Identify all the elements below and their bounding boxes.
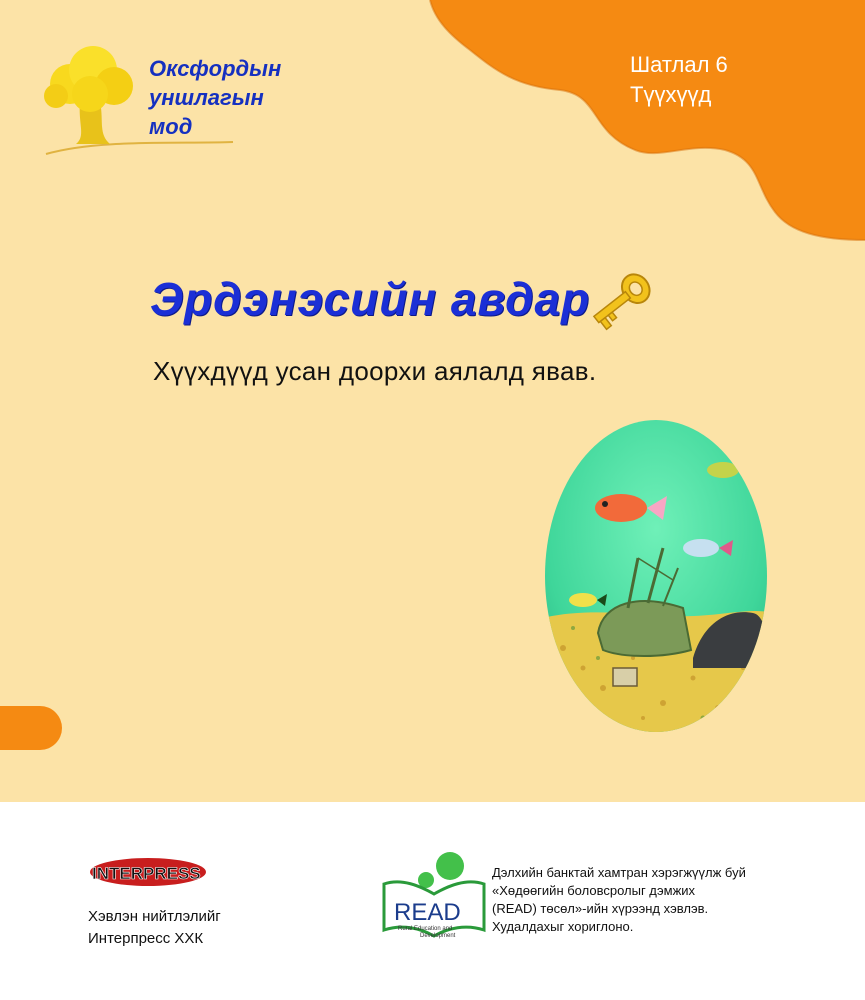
level-label: Шатлал 6 Түүхүүд [630,52,728,107]
publisher-text: Хэвлэн нийтлэлийг Интерпресс ХХК [88,908,221,947]
read-logo [380,848,488,940]
book-subtitle: Хүүхдүүд усан доорхи аялалд явав. [153,356,597,386]
svg-text:INTERPRESS: INTERPRESS [92,864,201,883]
svg-text:Development: Development [420,933,456,939]
series-name: Оксфордын уншлагын мод [149,56,282,139]
series-logo [38,44,298,174]
svg-text:Rural Education and: Rural Education and [398,926,453,932]
read-project-text: Дэлхийн банктай хамтран хэрэгжүүлж буй «Хөдөөгийн боловсролыг дэмжих (READ) төсөл»-ийн хүрээнд хэвлэв. Худалдахыг хориглоно. [492,865,746,934]
book-title: Эрдэнэсийн авдар [150,273,591,325]
footer [0,802,865,1000]
orange-side-tab [0,706,62,750]
svg-text:READ: READ [394,899,461,926]
interpress-logo [88,854,218,894]
key-icon [580,268,660,334]
underwater-scene-illustration [543,418,769,734]
